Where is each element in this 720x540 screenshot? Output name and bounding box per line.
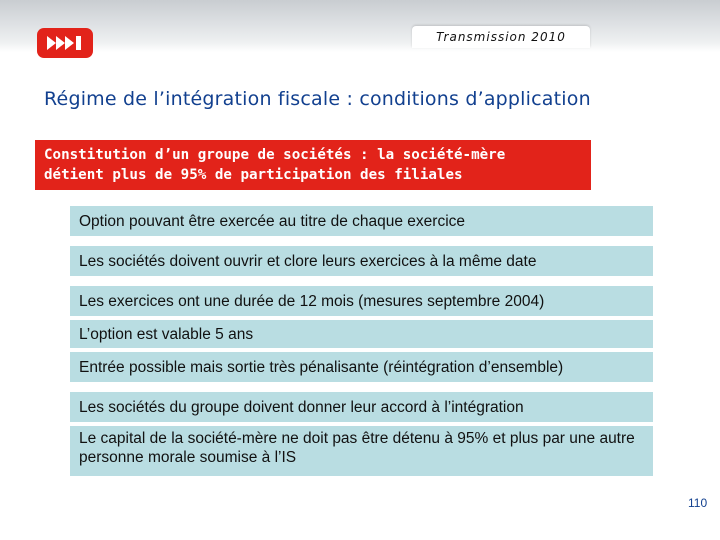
highlight-line-1: Constitution d’un groupe de sociétés : la société-mère — [44, 147, 506, 163]
list-item: Les sociétés du groupe doivent donner leur accord à l’intégration — [70, 392, 653, 422]
list-item: Option pouvant être exercée au titre de chaque exercice — [70, 206, 653, 236]
list-item: L’option est valable 5 ans — [70, 320, 653, 348]
list-item: Entrée possible mais sortie très pénalisante (réintégration d’ensemble) — [70, 352, 653, 382]
page-number: 110 — [688, 496, 708, 510]
highlight-line-2: détient plus de 95% de participation des filiales — [44, 167, 463, 183]
list-item: Les exercices ont une durée de 12 mois (mesures septembre 2004) — [70, 286, 653, 316]
list-item: Les sociétés doivent ouvrir et clore leurs exercices à la même date — [70, 246, 653, 276]
header-band-fade — [0, 42, 720, 52]
play-forward-logo — [37, 28, 93, 58]
list-item: Le capital de la société-mère ne doit pas être détenu à 95% et plus par une autre personne morale soumise à l’IS — [70, 426, 653, 476]
page-title: Régime de l’intégration fiscale : conditions d’application — [44, 88, 591, 110]
header-band — [0, 0, 720, 42]
highlight-box — [35, 140, 591, 190]
header-tab: Transmission 2010 — [412, 26, 590, 48]
play-forward-icon — [37, 28, 93, 58]
